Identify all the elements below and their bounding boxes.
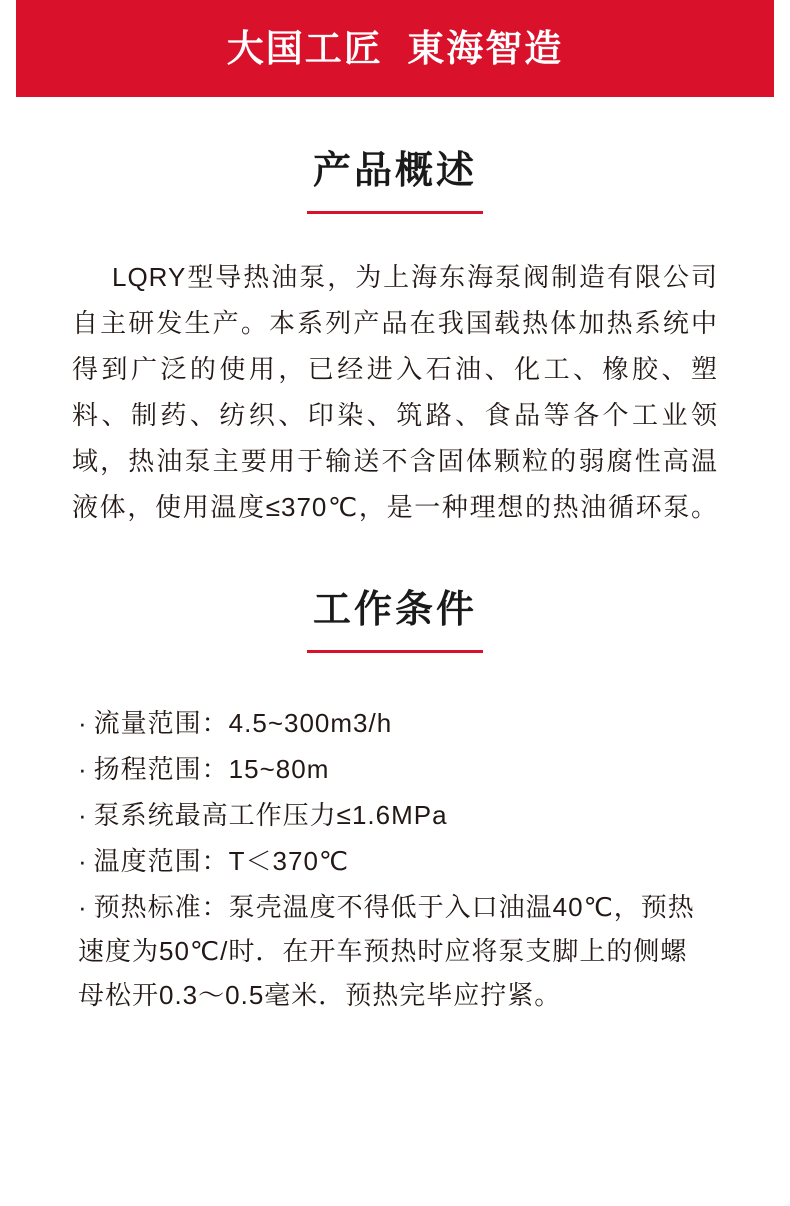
bullet-icon: ·: [78, 799, 88, 830]
section-title: 产品概述: [312, 150, 477, 192]
overview-paragraph-text: LQRY型导热油泵，为上海东海泵阀制造有限公司自主研发生产。本系列产品在我国载热体加热系统中得到广泛的使用，已经进入石油、化工、橡胶、塑料、制药、纺织、印染、筑路、食品等各个工业领域，热油泵主要用于输送不含固体颗粒的弱腐性高温液体，使用温度≤370℃，是一种理想的热油循环泵。: [72, 261, 718, 522]
list-item-label: 流量范围：4.5~300m3/h: [93, 707, 393, 738]
list-item: [78, 839, 712, 883]
section-heading-overview: [0, 151, 790, 214]
overview-paragraph: [72, 254, 718, 530]
list-item-label: 温度范围：T＜370℃: [93, 845, 350, 876]
section-heading-conditions: [0, 590, 790, 653]
list-item: [78, 793, 712, 837]
section-rule: [307, 650, 483, 653]
banner-edge-left: [0, 0, 16, 97]
list-item-label: 扬程范围：15~80m: [93, 753, 330, 784]
section-title: 工作条件: [312, 588, 477, 631]
bullet-icon: ·: [78, 891, 88, 922]
banner-title: 大国工匠 東海智造: [226, 28, 564, 69]
list-item: [78, 885, 712, 1017]
section-rule: [307, 211, 483, 214]
working-conditions-list: [78, 701, 712, 1017]
list-item-label: 预热标准：泵壳温度不得低于入口油温40℃，预热速度为50℃/时．在开车预热时应将泵支脚上的侧螺母松开0.3～0.5毫米．预热完毕应拧紧。: [78, 891, 695, 1010]
bullet-icon: ·: [78, 845, 88, 876]
list-item: [78, 701, 712, 745]
list-item: [78, 747, 712, 791]
bullet-icon: ·: [78, 707, 88, 738]
bullet-icon: ·: [78, 753, 88, 784]
top-banner: [0, 0, 790, 97]
banner-edge-right: [774, 0, 790, 97]
list-item-label: 泵系统最高工作压力≤1.6MPa: [93, 799, 448, 830]
